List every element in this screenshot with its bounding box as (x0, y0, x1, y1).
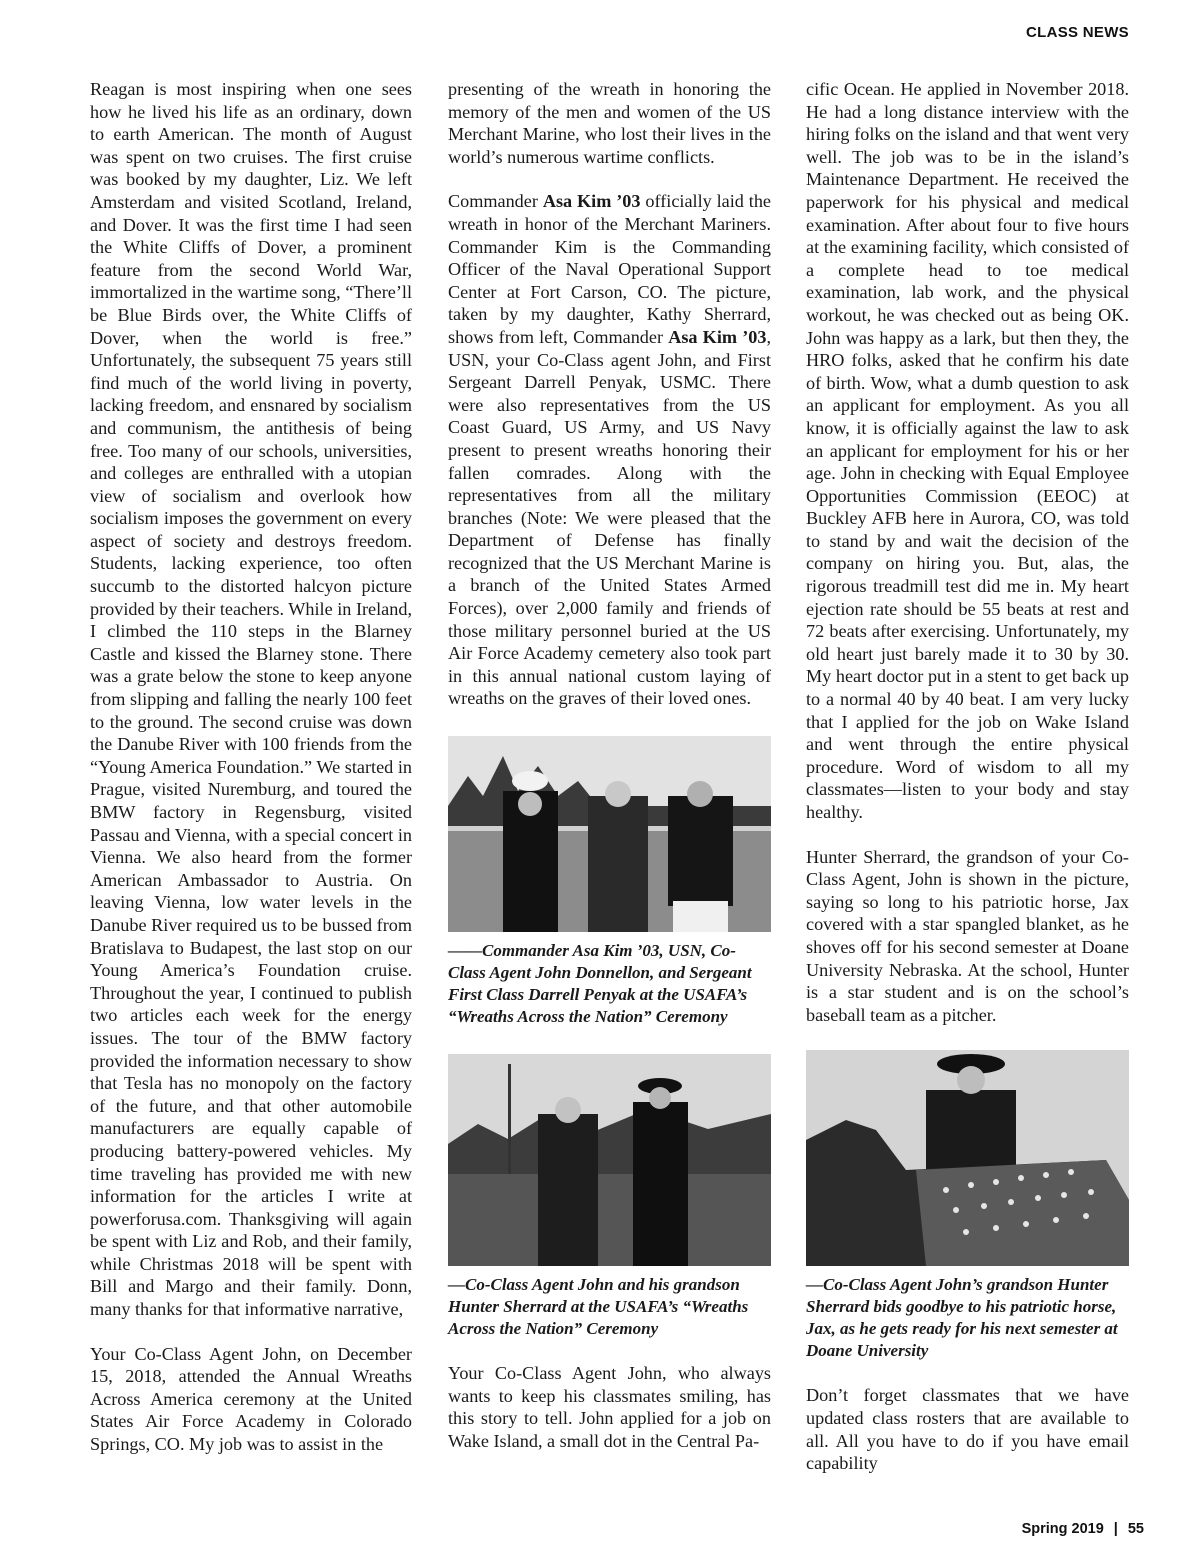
bold-name: Asa Kim ’03 (668, 326, 767, 347)
photo-caption-3: —Co-Class Agent John’s grandson Hunter Sherrard bids goodbye to his patriotic horse, Jax, as he gets ready for his next semester at Doane University (806, 1275, 1118, 1361)
issue-label: Spring 2019 (1021, 1521, 1104, 1537)
col1-paragraph-2: Your Co-Class Agent John, on December 15, 2018, attended the Annual Wreaths Across America ceremony at the United States Air Force Academy in Colorado Springs, CO. My job was to assist in the (90, 1343, 412, 1455)
column-2 (448, 78, 771, 1452)
page-number: 55 (1127, 1521, 1144, 1537)
photo-hunter-and-horse (806, 1050, 1129, 1266)
bold-name: Asa Kim ’03 (542, 191, 641, 212)
section-title: CLASS NEWS (1025, 24, 1129, 41)
col2-paragraph-3: Your Co-Class Agent John, who always wants to keep his classmates smiling, has this story to tell. John applied for a job on Wake Island, a small dot in the Central Pa- (448, 1363, 771, 1451)
photo-john-and-grandson (448, 1054, 771, 1266)
col2-p2-text-c: , USN, your Co-Class agent John, and First Sergeant Darrell Penyak, USMC. There were also representatives from the US Coast Guard, US Army, and US Navy present to present wreaths honoring their fallen comrades. Along with the representatives from all the military branches (Note: We were pleased that the Department of Defense has finally recognized that the US Merchant Marine is a branch of the United States Armed Forces), over 2,000 family and friends of those military personnel buried at the US Air Force Academy cemetery also took part in this annual national custom laying of wreaths on the graves of their loved ones. (448, 326, 771, 709)
footer-separator: | (1113, 1521, 1118, 1537)
col3-paragraph-1: cific Ocean. He applied in November 2018. He had a long distance interview with the hiring folks on the island and that went very well. The job was to be in the island’s Maintenance Department. He received the paperwork for his physical and medical examination. After about four to five hours at the examining facility, which consisted of a complete head to toe medical examination, lab work, and the physical workout, he was checked out as being OK. John was happy as a lark, but then they, the HRO folks, asked that he confirm his date of birth. Wow, what a dumb question to ask an applicant for employment. As you all know, it is officially against the law to ask an applicant for employment for his or her age. John in checking with Equal Employee Opportunities Commission (EEOC) at Buckley AFB here in Aurora, CO, was told to stand by and wait the decision of the company on hiring you. But, alas, the rigorous treadmill test did me in. My heart ejection rate should be 55 beats at rest and 72 beats after exercising. Unfortunately, my old heart just barely made it to 30 by 30. My heart doctor put in a stent to get back up to a normal 40 by 40 beat. I am very lucky that I applied for the job on Wake Island and went through the entire physical procedure. Word of wisdom to all my classmates—listen to your body and stay healthy. (806, 79, 1129, 822)
column-1 (90, 78, 412, 1456)
col2-paragraph-1: presenting of the wreath in honoring the memory of the men and women of the US Merchant Marine, who lost their lives in the world’s numerous wartime conflicts. (448, 79, 771, 167)
col2-p2-text-a: Commander (448, 191, 543, 212)
col3-paragraph-2: Hunter Sherrard, the grandson of your Co-Class Agent, John is shown in the picture, saying so long to his patriotic horse, Jax covered with a star spangled blanket, as he shoves off for his second semester at Doane University Nebraska. At the school, Hunter is a star student and is on the school’s baseball team as a pitcher. (806, 846, 1129, 1025)
col1-paragraph-1: Reagan is most inspiring when one sees how he lived his life as an ordinary, down to earth American. The month of August was spent on two cruises. The first cruise was booked by my daughter, Liz. We left Amsterdam and visited Scotland, Ireland, and Dover. It was the first time I had seen the White Cliffs of Dover, a prominent feature from the second World War, immortalized in the wartime song, “There’ll be Blue Birds over, the White Cliffs of Dover, when the world is free.” Unfortunately, the subsequent 75 years still find much of the world living in poverty, lacking freedom, and ensnared by socialism and communism, the antithesis of being free. Too many of our schools, universities, and colleges are enthralled with a utopian view of socialism and overlook how socialism imposes the government on every aspect of society and destroys freedom. Students, lacking experience, too often succumb to the distorted halcyon picture provided by their teachers. While in Ireland, I climbed the 110 steps in the Blarney Castle and kissed the Blarney stone. There was a grate below the stone to keep anyone from slipping and falling the nearly 100 feet to the ground. The second cruise was down the Danube River with 100 friends from the “Young America Foundation.” We started in Prague, visited Nuremburg, and toured the BMW factory in Regensburg, visited Passau and Vienna, with a special concert in Vienna. We also heard from the former American Ambassador to Austria. On leaving Vienna, low water levels in the Danube River required us to be bussed from Bratislava to Budapest, the last stop on our Young America’s Foundation cruise. Throughout the year, I continued to publish two articles each week for the energy issues. The tour of the BMW factory provided the information necessary to show that Tesla has no monopoly on the factory of the future, and that other automobile manufacturers are equally capable of producing battery-powered vehicles. My time traveling has provided me with new information for the articles I write at powerforusa.com. Thanksgiving will again be spent with Liz and Rob, and their family, while Christmas 2018 will be spent with Bill and Margo and their family. Donn, many thanks for that informative narrative, (90, 79, 412, 1320)
col3-paragraph-3: Don’t forget classmates that we have updated class rosters that are available to all. All you have to do if you have email capability (806, 1385, 1129, 1474)
photo-caption-2: —Co-Class Agent John and his grandson Hunter Sherrard at the USAFA’s “Wreaths Across the Nation” Ceremony (448, 1275, 749, 1339)
page-footer (1022, 1521, 1144, 1537)
column-3 (806, 78, 1129, 1475)
col2-paragraph-2 (448, 190, 771, 710)
photo-caption-1: ——Commander Asa Kim ’03, USN, Co-Class Agent John Donnellon, and Sergeant First Class Darrell Penyak at the USAFA’s “Wreaths Across the Nation” Ceremony (448, 941, 752, 1027)
col2-p2-text-b: officially laid the wreath in honor of the Merchant Mariners. Commander Kim is the Commanding Officer of the Naval Operational Support Center at Fort Carson, CO. The picture, taken by my daughter, Kathy Sherrard, shows from left, Commander (448, 191, 771, 347)
photo-three-officers (448, 736, 771, 932)
